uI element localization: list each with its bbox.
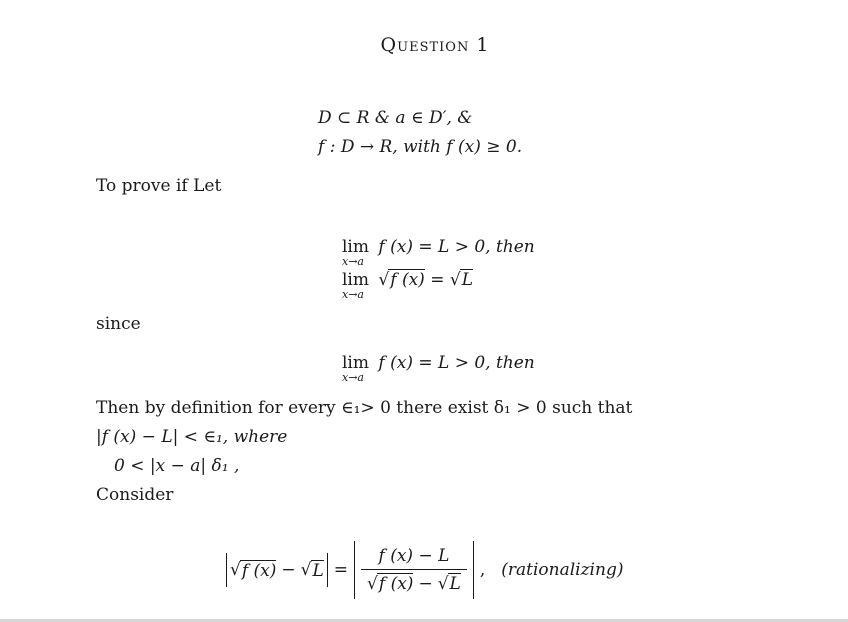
definition-line-3: 0 < |x − a| δ₁ , <box>114 456 240 476</box>
sqrt-f: f (x) <box>241 560 277 581</box>
equals-sign: = <box>430 270 445 290</box>
page-title: Question 1 <box>380 34 490 56</box>
abs-bar-left <box>354 541 355 599</box>
given-limit <box>342 353 535 384</box>
claim-limit-1 <box>342 237 535 268</box>
definition-line-1: Then by definition for every ∈₁> 0 there exist δ₁ > 0 such that <box>96 398 633 418</box>
rationalizing-equation: √ f (x) − √ L = $\frac{f (x) - L}{√f (x) - √L}$ , (rationalizing) <box>226 541 623 599</box>
fraction <box>361 546 467 594</box>
since-text: since <box>96 314 141 334</box>
lim-subscript: x→a <box>342 288 364 301</box>
lim-subscript: x→a <box>342 371 364 384</box>
lim-subscript: x→a <box>342 255 364 268</box>
definition-line-2: |f (x) − L| < ∈₁, where <box>96 427 288 447</box>
hypothesis-line-1: D ⊂ R & a ∈ D′, & <box>318 108 473 128</box>
abs-bar-right <box>473 541 474 599</box>
hypothesis-line-2: f : D → R, with f (x) ≥ 0. <box>318 137 523 157</box>
lim-operator: lim x→a <box>342 353 369 384</box>
limit-expression: f (x) = L > 0, then <box>378 237 535 257</box>
comma: , <box>479 560 486 580</box>
denominator: √f (x) − √L <box>367 574 461 594</box>
abs-bar-right <box>327 553 328 587</box>
sqrt-L: L <box>312 560 324 581</box>
minus-sign: − <box>281 560 296 580</box>
rationalizing-note: (rationalizing) <box>501 560 624 580</box>
consider-text: Consider <box>96 485 174 505</box>
lim-operator: lim x→a <box>342 270 369 301</box>
sqrt-f: f (x) <box>390 270 425 290</box>
claim-limit-2: lim x→a √f (x) = √L <box>342 270 474 301</box>
lim-operator: lim x→a <box>342 237 369 268</box>
sqrt-L: L <box>461 270 474 290</box>
limit-expression: f (x) = L > 0, then <box>378 353 535 373</box>
equals-sign: = <box>333 560 349 580</box>
numerator: f (x) − L <box>361 546 467 570</box>
abs-bar-left <box>226 553 227 587</box>
intro-text: To prove if Let <box>96 176 222 196</box>
